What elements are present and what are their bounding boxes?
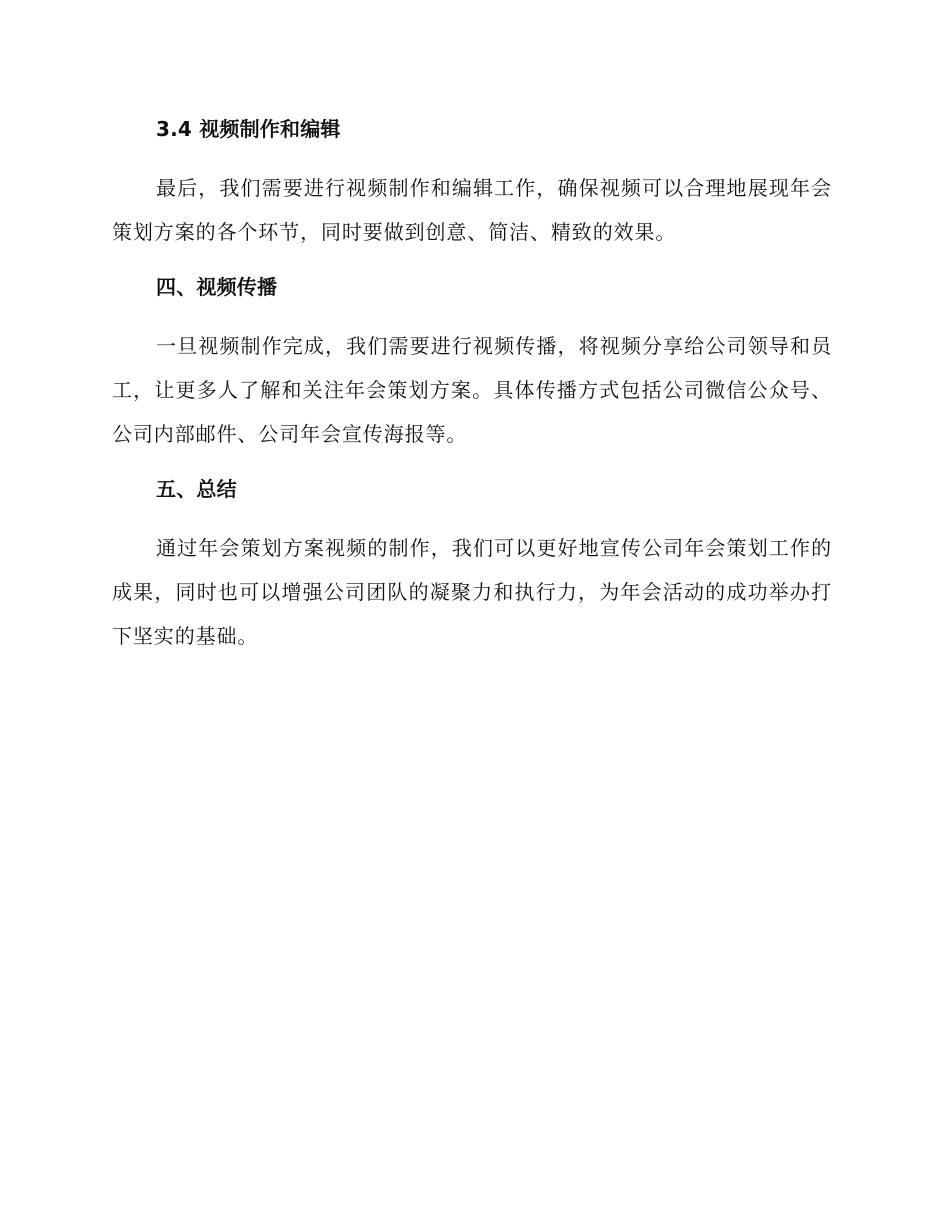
document-page bbox=[112, 112, 832, 674]
section-4 bbox=[112, 270, 832, 456]
section-heading: 3.4 视频制作和编辑 bbox=[156, 117, 341, 141]
section-heading: 四、视频传播 bbox=[156, 275, 278, 299]
section-paragraph: 一旦视频制作完成，我们需要进行视频传播，将视频分享给公司领导和员工，让更多人了解和关注年会策划方案。具体传播方式包括公司微信公众号、公司内部邮件、公司年会宣传海报等。 bbox=[112, 334, 832, 446]
section-5 bbox=[112, 472, 832, 658]
section-paragraph: 通过年会策划方案视频的制作，我们可以更好地宣传公司年会策划工作的成果，同时也可以增强公司团队的凝聚力和执行力，为年会活动的成功举办打下坚实的基础。 bbox=[112, 536, 832, 648]
section-heading: 五、总结 bbox=[156, 477, 237, 501]
section-paragraph: 最后，我们需要进行视频制作和编辑工作，确保视频可以合理地展现年会策划方案的各个环节，同时要做到创意、简洁、精致的效果。 bbox=[112, 176, 832, 244]
section-3-4 bbox=[112, 112, 832, 254]
